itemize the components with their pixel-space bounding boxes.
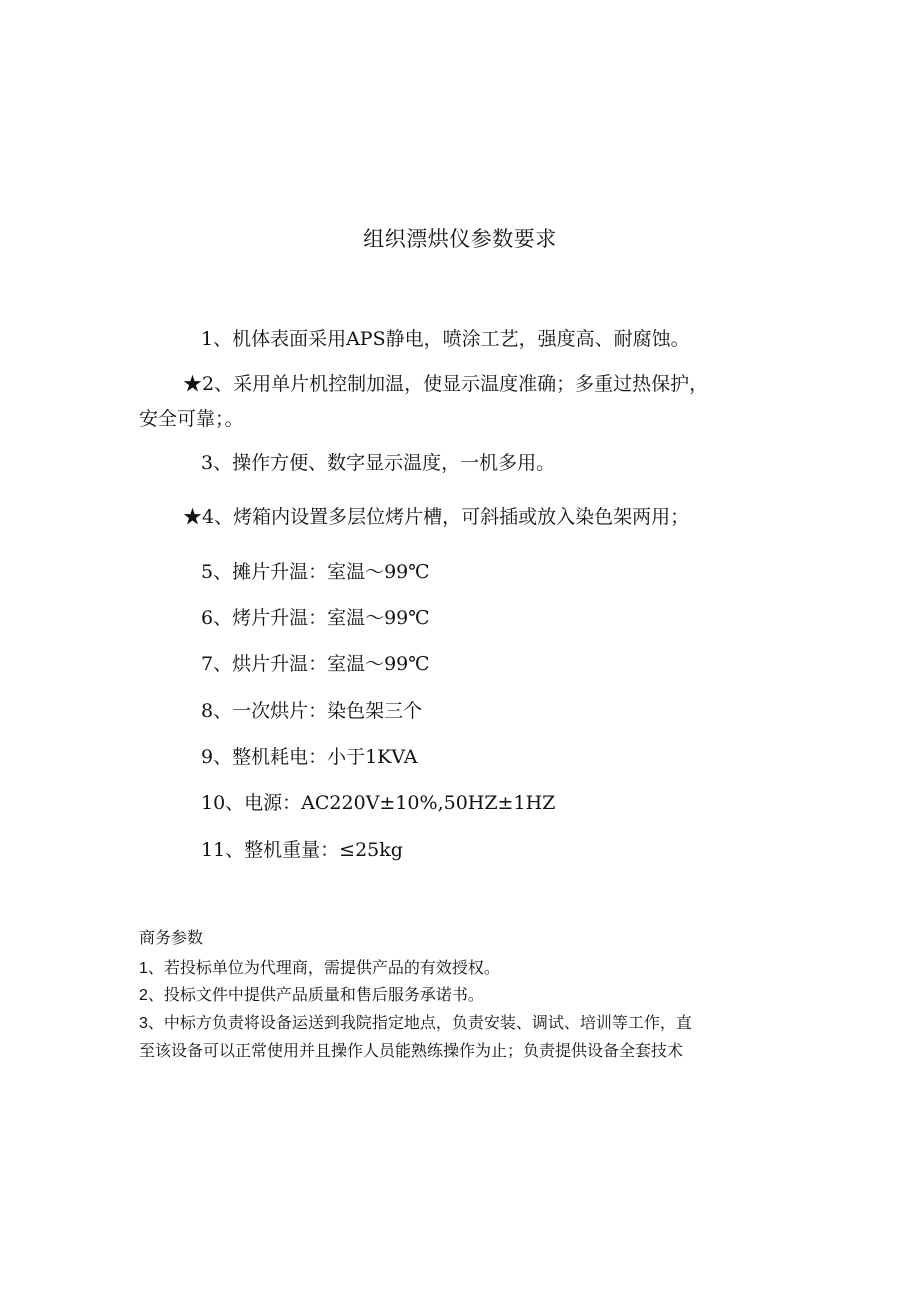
requirement-line-4: ★4、烤箱内设置多层位烤片槽，可斜插或放入染色架两用； (183, 506, 690, 528)
document-title: 组织漂烘仪参数要求 (363, 227, 557, 251)
business-item-3-continuation: 至该设备可以正常使用并且操作人员能熟练操作为止；负责提供设备全套技术 (139, 1043, 684, 1060)
business-section-title: 商务参数 (139, 930, 204, 947)
requirement-line-7: 7、烘片升温：室温～99℃ (201, 653, 430, 675)
business-item-3: 3、中标方负责将设备运送到我院指定地点，负责安装、调试、培训等工作，直 (139, 1015, 692, 1032)
business-item-1: 1、若投标单位为代理商，需提供产品的有效授权。 (139, 960, 500, 977)
requirement-line-6: 6、烤片升温：室温～99℃ (201, 607, 430, 629)
requirement-line-1: 1、机体表面采用APS静电，喷涂工艺，强度高、耐腐蚀。 (201, 328, 690, 350)
requirement-line-8: 8、一次烘片：染色架三个 (201, 700, 423, 722)
business-item-2: 2、投标文件中提供产品质量和售后服务承诺书。 (139, 987, 484, 1004)
requirement-line-5: 5、摊片升温：室温～99℃ (201, 561, 430, 583)
requirement-line-2-continuation: 安全可靠；。 (139, 408, 244, 430)
requirement-line-10: 10、电源：AC220V±10%,50HZ±1HZ (201, 792, 556, 814)
requirement-line-9: 9、整机耗电：小于1KVA (201, 746, 418, 768)
requirement-line-11: 11、整机重量：≤25kg (201, 839, 403, 861)
requirement-line-2: ★2、采用单片机控制加温，使显示温度准确；多重过热保护， (183, 373, 709, 395)
requirement-line-3: 3、操作方便、数字显示温度，一机多用。 (201, 452, 556, 474)
